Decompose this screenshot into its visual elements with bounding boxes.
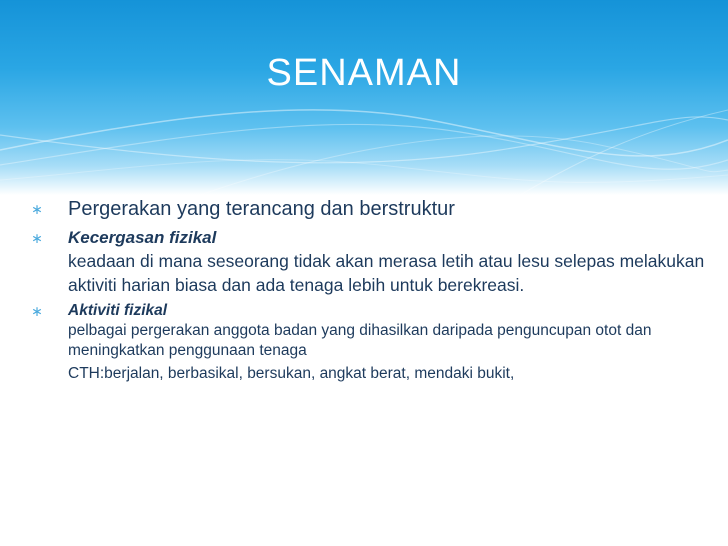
list-item xyxy=(30,227,710,297)
list-item xyxy=(30,301,710,361)
asterisk-bullet-icon: ∗ xyxy=(31,230,43,246)
asterisk-bullet-icon: ∗ xyxy=(31,303,43,319)
slide-title: SENAMAN xyxy=(266,52,462,94)
asterisk-bullet-icon: ∗ xyxy=(31,201,43,217)
example-text: CTH:berjalan, berbasikal, bersukan, angkat berat, mendaki bukit, xyxy=(68,365,515,382)
term-definition: pelbagai pergerakan anggota badan yang dihasilkan daripada penguncupan otot dan meningkatkan penggunaan tenaga xyxy=(68,322,652,359)
decorative-wave-lines xyxy=(0,0,728,195)
title-header-band xyxy=(0,0,728,195)
term-heading: Aktiviti fizikal xyxy=(68,302,168,319)
bullet-text: Pergerakan yang terancang dan berstruktur xyxy=(68,198,455,220)
bullet-list xyxy=(30,195,710,385)
term-heading: Kecergasan fizikal xyxy=(68,228,217,247)
term-definition: keadaan di mana seseorang tidak akan merasa letih atau lesu selepas melakukan aktiviti harian biasa dan ada tenaga lebih untuk berekreasi. xyxy=(68,251,705,295)
list-item xyxy=(30,195,710,223)
